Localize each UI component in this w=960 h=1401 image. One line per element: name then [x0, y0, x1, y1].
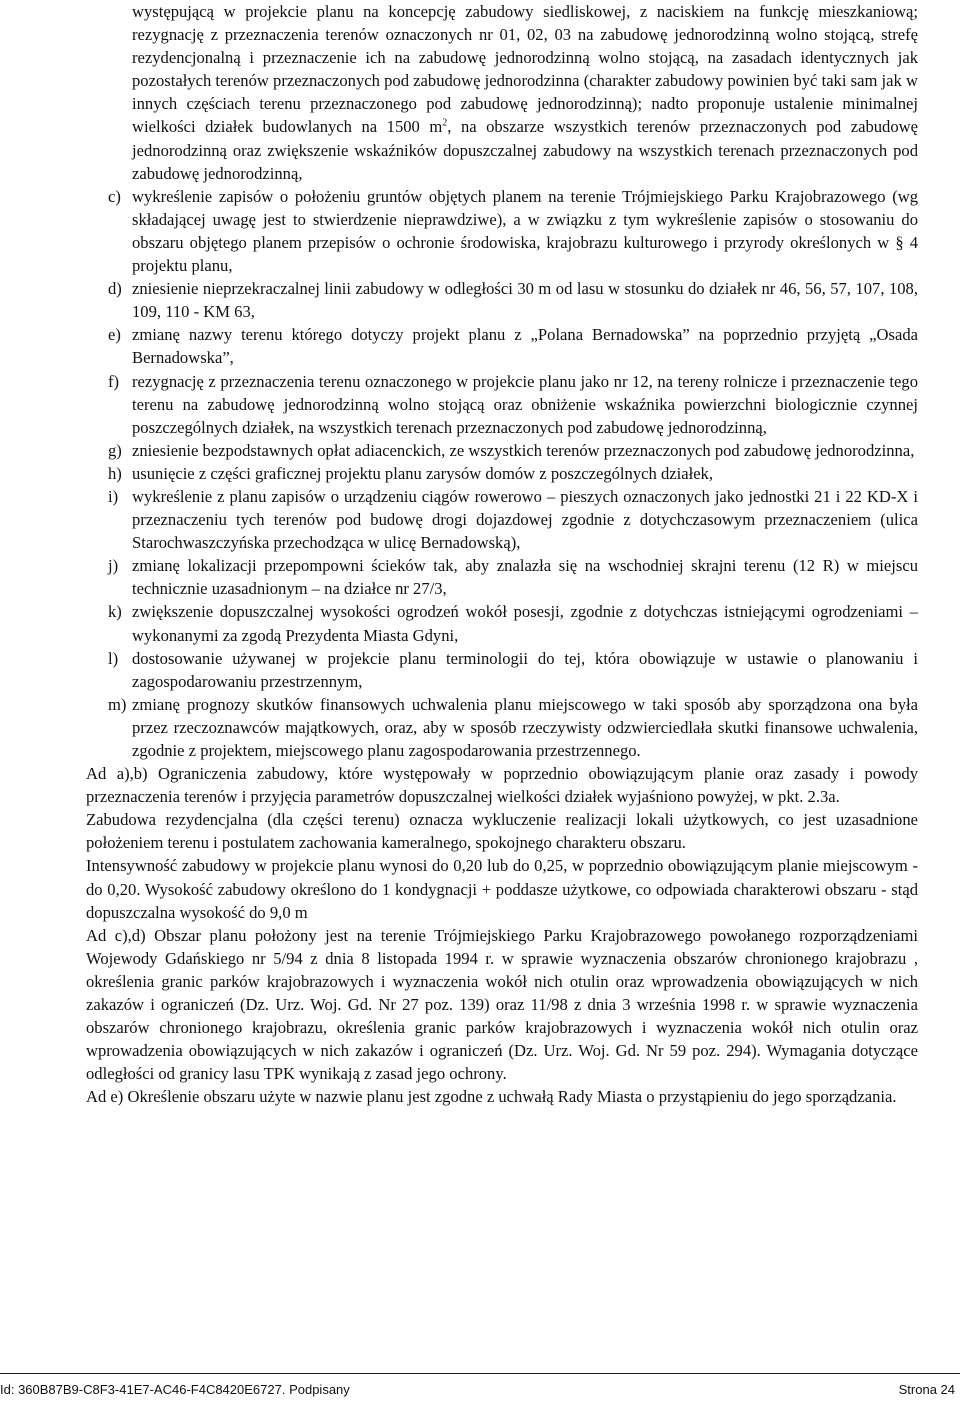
list-item-text: zniesienie bezpodstawnych opłat adiacenckich, ze wszystkich terenów przeznaczonych pod zabudowę jednorodzinna,: [132, 440, 915, 460]
superscript-2: 2: [442, 117, 448, 129]
list-item: [86, 185, 918, 277]
list-item-text: zmianę lokalizacji przepompowni ścieków tak, aby znalazła się na wschodniej skrajni terenu (12 R) w miejscu technicznie uzasadnionym – na działce nr 27/3,: [132, 556, 918, 599]
list-item-label: g): [108, 440, 122, 460]
paragraph: Ad c),d) Obszar planu położony jest na terenie Trójmiejskiego Parku Krajobrazowego powołanego rozporządzeniami Wojewody Gdańskiego nr 5/94 z dnia 8 listopada 1994 r. w sprawie wyznaczenia obszarów chronionego krajobrazu , określenia granic parków krajobrazowych i wyznaczenia wokół nich otulin oraz wprowadzenia obowiązujących w nich zakazów i ograniczeń (Dz. Urz. Woj. Gd. Nr 27 poz. 139) oraz 11/98 z dnia 3 września 1998 r. w sprawie wyznaczenia obszarów chronionego krajobrazu, określenia granic parków krajobrazowych i wyznaczenia wokół nich otulin oraz wprowadzenia obowiązujących w nich zakazów i ograniczeń (Dz. Urz. Woj. Gd. Nr 59 poz. 294). Wymagania dotyczące odległości od granicy lasu TPK wynikają z zasad jego ochrony.: [86, 925, 918, 1084]
page-footer: [0, 1380, 955, 1398]
list-item-label: f): [108, 371, 120, 391]
list-item: [86, 323, 918, 369]
list-item-text: zmianę prognozy skutków finansowych uchwalenia planu miejscowego w taki sposób aby sporządzona ona była przez rzeczoznawców majątkowych, oraz, aby w sposób rzeczywisty odzwierciedlała skutki finansowe uchwalenia, zgodnie z projektem, miejscowego planu zagospodarowania przestrzennego.: [132, 694, 918, 760]
response-paragraphs: [86, 762, 918, 1108]
paragraph: Zabudowa rezydencjalna (dla części terenu) oznacza wykluczenie realizacji lokali użytkowych, co jest uzasadnione położeniem terenu i postulatem zachowania kameralnego, spokojnego charakteru obszaru.: [86, 810, 918, 853]
list-item-text: dostosowanie używanej w projekcie planu terminologii do tej, która obowiązuje w ustawie o planowaniu i zagospodarowaniu przestrzennym,: [132, 648, 918, 691]
list-item-label: j): [108, 556, 119, 576]
document-body: [86, 0, 918, 1109]
document-id: Id: 360B87B9-C8F3-41E7-AC46-F4C8420E6727. Podpisany: [0, 1381, 350, 1397]
list-item-label: d): [108, 279, 122, 299]
paragraph: Intensywność zabudowy w projekcie planu wynosi do 0,20 lub do 0,25, w poprzednio obowiązującym planie miejscowym - do 0,20. Wysokość zabudowy określono do 1 kondygnacji + poddasze użytkowe, co odpowiada charakterowi obszaru - stąd dopuszczalna wysokość do 9,0 m: [86, 856, 918, 922]
paragraph: Ad a),b) Ograniczenia zabudowy, które występowały w poprzednio obowiązującym planie oraz zasady i powody przeznaczenia terenów i przyjęcia parametrów dopuszczalnej wielkości działek wyjaśniono powyżej, w pkt. 2.3a.: [86, 764, 918, 807]
continuation-text: występującą w projekcie planu na koncepcję zabudowy siedliskowej, z naciskiem na funkcję mieszkaniową; rezygnację z przeznaczenia terenów oznaczonych nr 01, 02, 03 na zabudowę jednorodzinną wolno stojącą, strefę rezydencjonalną i przeznaczenie ich na zabudowę jednorodzinną wolno stojącą, na zasadach identycznych jak pozostałych terenów przeznaczonych pod zabudowę jednorodzinna (charakter zabudowy powinien być taki sam jak w innych częściach terenu przeznaczonego pod zabudowę jednorodzinną); nadto proponuje ustalenie minimalnej wielkości działek budowlanych na 1500 m: [132, 2, 918, 137]
list-item-text: rezygnację z przeznaczenia terenu oznaczonego w projekcie planu jako nr 12, na tereny rolnicze i przeznaczenie tego terenu na zabudowę jednorodzinną wolno stojącą oraz obniżenie wskaźnika powierzchni biologicznie czynnej poszczególnych działek, na wszystkich terenach przeznaczonych pod zabudowę jednorodzinną,: [132, 371, 918, 437]
list-item-label: k): [108, 602, 122, 622]
list-item: [86, 693, 918, 762]
list-item: [86, 485, 918, 554]
footer-divider: [0, 1373, 960, 1374]
list-item-text: usunięcie z części graficznej projektu planu zarysów domów z poszczególnych działek,: [132, 463, 713, 483]
list-item-text: wykreślenie z planu zapisów o urządzeniu ciągów rowerowo – pieszych oznaczonych jako jednostki 21 i 22 KD-X i przeznaczeniu tych terenów pod budowę drogi dojazdowej zgodnie z dotychczasowym przeznaczeniem (ulica Starochwaszczyńska przechodząca w ulicę Bernadowską),: [132, 486, 918, 553]
list-item: [86, 554, 918, 600]
list-item-text: zniesienie nieprzekraczalnej linii zabudowy w odległości 30 m od lasu w stosunku do działek nr 46, 56, 57, 107, 108, 109, 110 - KM 63,: [132, 279, 918, 322]
amendment-list: [86, 185, 918, 762]
list-item-label: h): [108, 463, 122, 483]
list-item-label: e): [108, 325, 121, 345]
list-item: [86, 647, 918, 693]
continuation-text-end: , na obszarze wszystkich terenów przeznaczonych pod zabudowę jednorodzinną oraz zwiększenie wskaźników dopuszczalnej zabudowy na wszystkich terenach przeznaczonych pod zabudowę jednorodzinną,: [132, 117, 918, 183]
list-item-label: i): [108, 486, 119, 506]
continued-item-text: [86, 0, 918, 185]
list-item: [86, 370, 918, 439]
list-item: [86, 439, 918, 462]
page-number: Strona 24: [898, 1381, 955, 1397]
list-item: [86, 462, 918, 485]
list-item-text: wykreślenie zapisów o położeniu gruntów objętych planem na terenie Trójmiejskiego Parku Krajobrazowego (wg składającej uwagę jest to stwierdzenie nieprawdziwe), a w związku z tym wykreślenie zapisów o stosowaniu do obszaru objętego planem przepisów o ochronie środowiska, krajobrazu kulturowego i przyrody określonych w § 4 projektu planu,: [132, 186, 918, 276]
list-item-label: c): [108, 186, 121, 206]
list-item: [86, 600, 918, 646]
list-item: [86, 277, 918, 323]
list-item-text: zmianę nazwy terenu którego dotyczy projekt planu z „Polana Bernadowska” na poprzednio przyjętą „Osada Bernadowska”,: [132, 325, 918, 368]
list-item-text: zwiększenie dopuszczalnej wysokości ogrodzeń wokół posesji, zgodnie z dotychczas istniejącymi ogrodzeniami – wykonanymi za zgodą Prezydenta Miasta Gdyni,: [132, 602, 918, 645]
paragraph: Ad e) Określenie obszaru użyte w nazwie planu jest zgodne z uchwałą Rady Miasta o przystąpieniu do jego sporządzania.: [86, 1087, 897, 1107]
list-item-label: l): [108, 648, 119, 668]
list-item-label: m): [108, 694, 127, 714]
